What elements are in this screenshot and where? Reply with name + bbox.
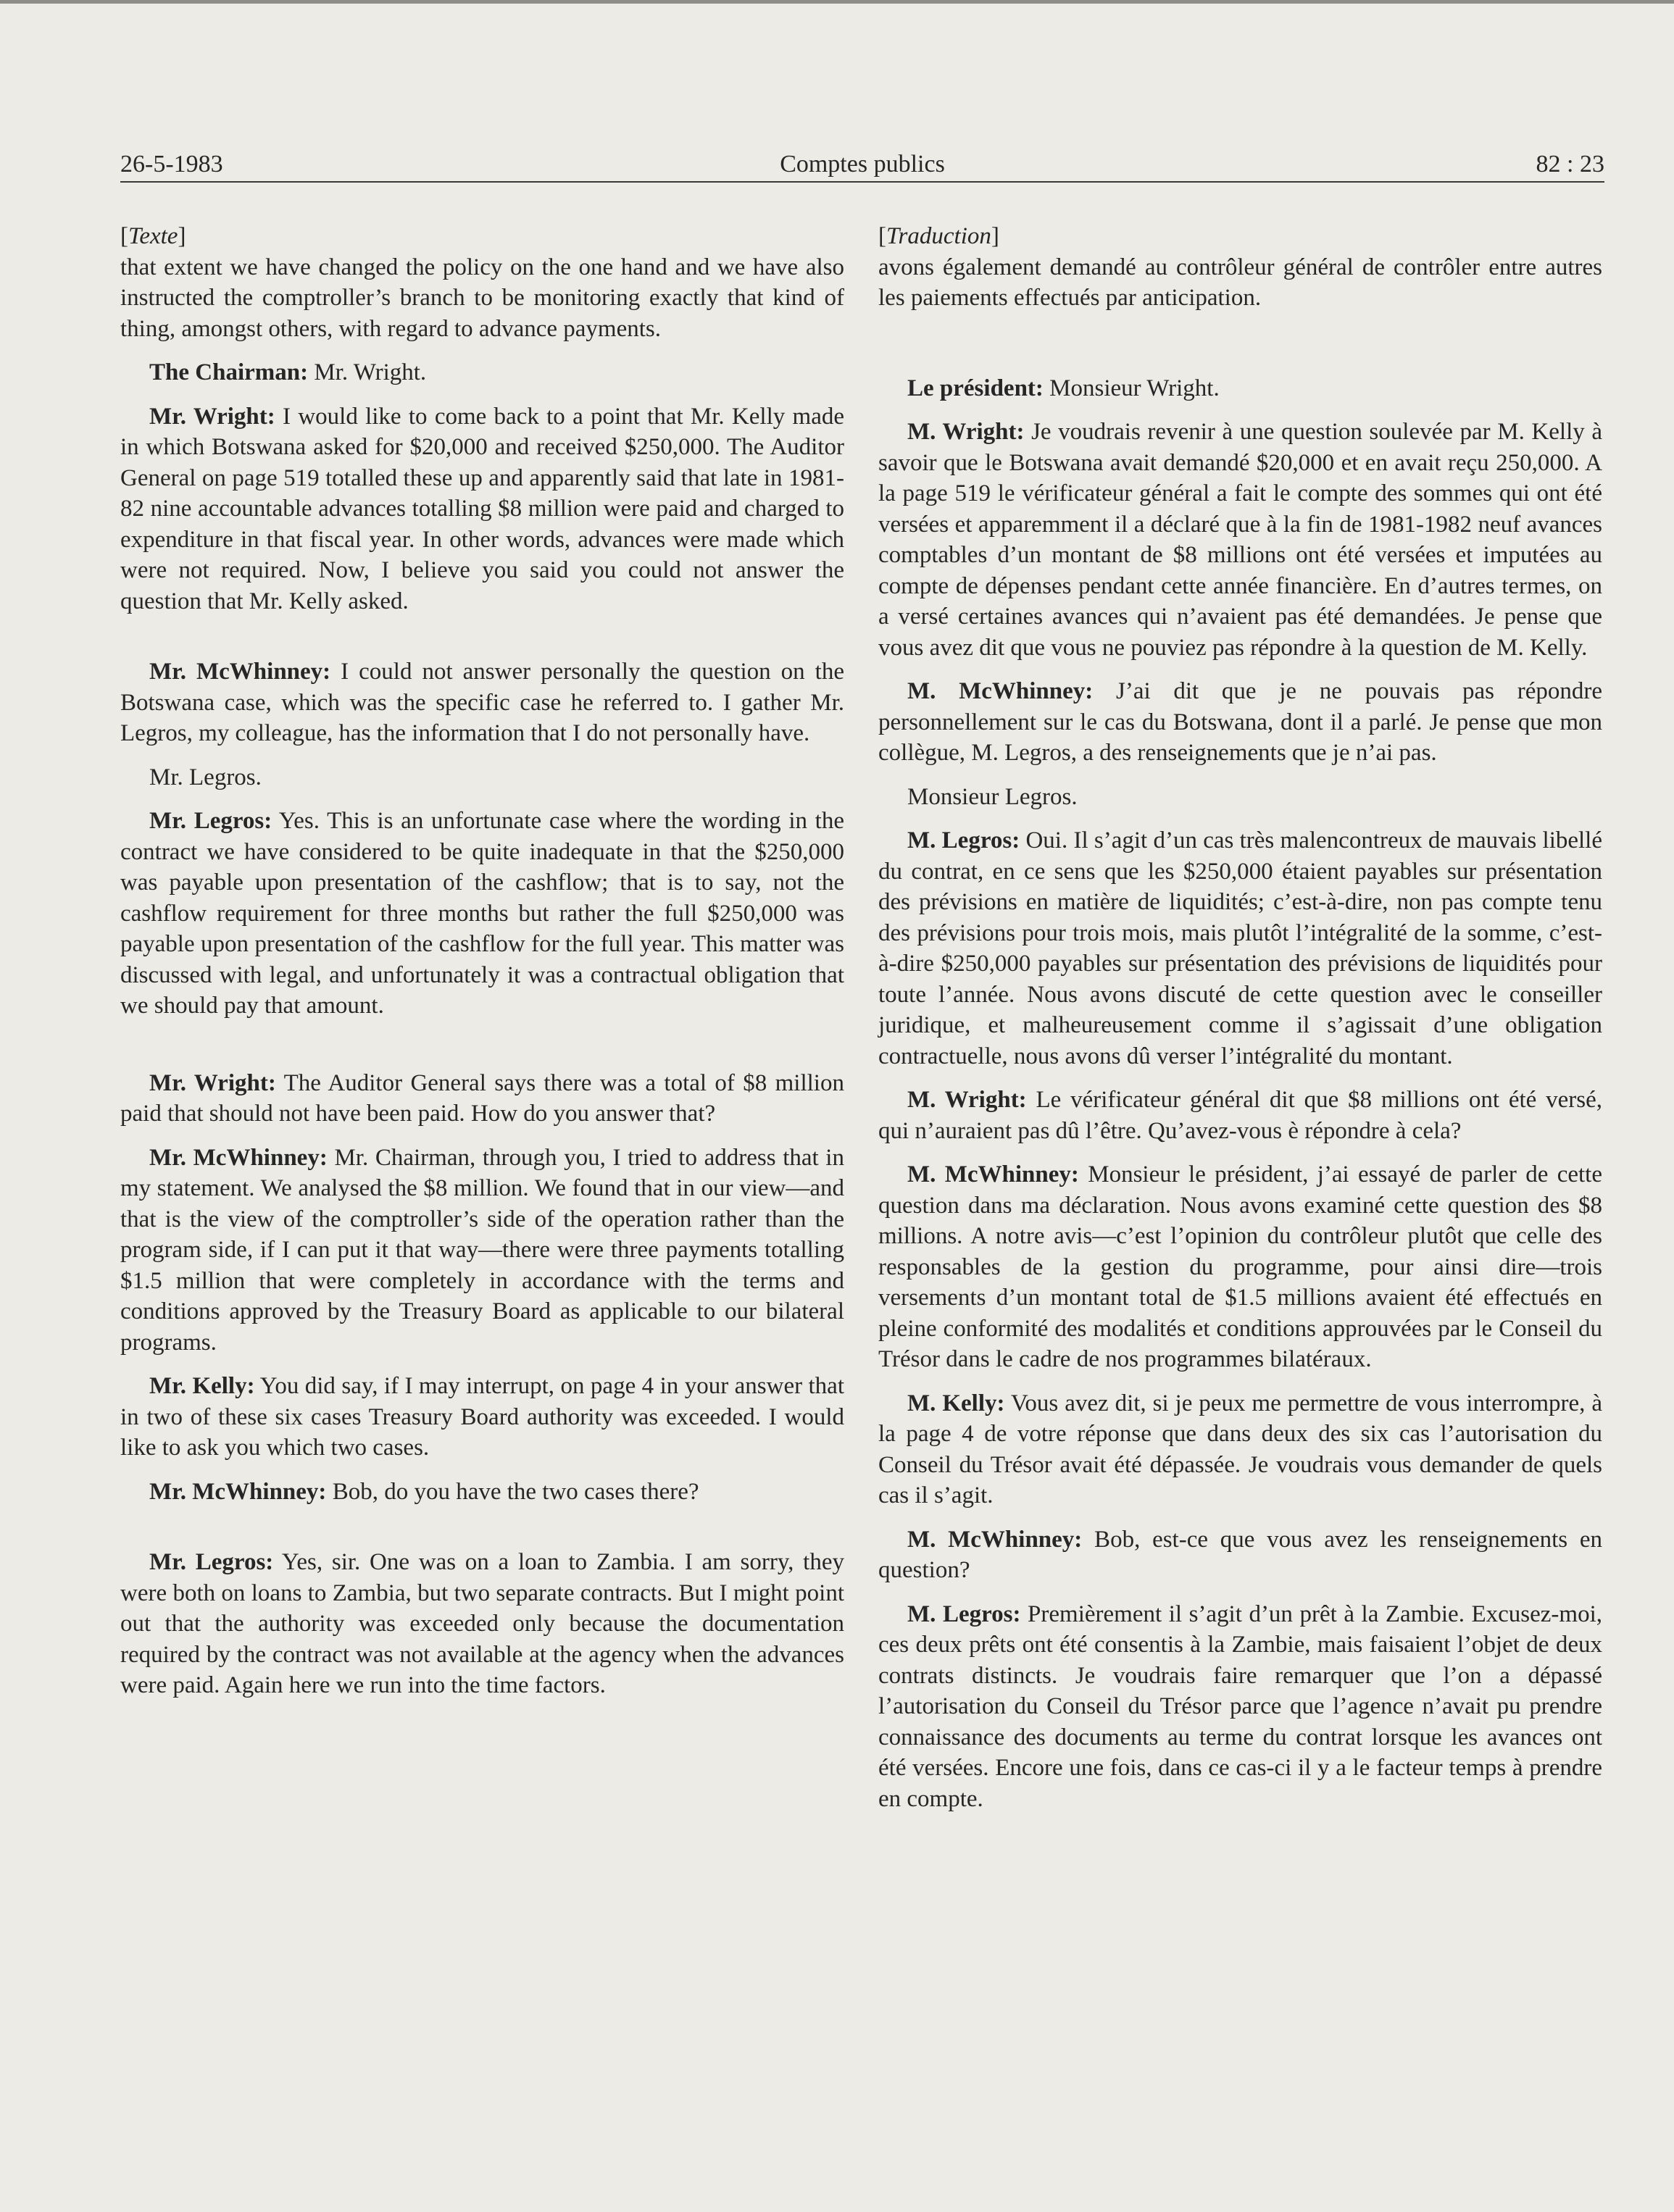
paragraph bbox=[878, 1524, 1602, 1586]
speech-text: Oui. Il s’agit d’un cas très malencontreux de mauvais libellé du contrat, en ce sens que les $250,000 étaient payables sur présentation des prévisions en matière de liquidités; c’est-à-dire, non pas compte tenu des prévisions pour trois mois, mais plutôt l’intégralité de la somme, c’est-à-dire $250,000 payables sur présentation des prévisions de liquidités pour toute l’année. Nous avons discuté de cette question avec le conseiller juridique, et malheureusement comme il s’agissait d’une obligation contractuelle, nous avons dû verser l’intégralité du montant. bbox=[878, 827, 1602, 1069]
language-marker: [Texte] bbox=[120, 223, 186, 249]
paragraph bbox=[878, 1599, 1602, 1815]
speech-text: I would like to come back to a point that Mr. Kelly made in which Botswana asked for $20,000 and received $250,000. The Auditor General on page 519 totalled these up and apparently said that late in 1981-82 nine accountable advances totalling $8 million were paid and charged to expenditure in that fiscal year. In other words, advances were made which were not required. Now, I believe you said you could not answer the question that Mr. Kelly asked. bbox=[120, 403, 844, 614]
speech-text: I could not answer personally the question on the Botswana case, which was the specific case he referred to. I gather Mr. Legros, my colleague, has the information that I do not personally have. bbox=[120, 659, 844, 746]
english-column bbox=[120, 221, 844, 1701]
paragraph bbox=[878, 373, 1602, 404]
speaker-name: Mr. Kelly: bbox=[149, 1373, 255, 1399]
speaker-name: Mr. Wright: bbox=[149, 1069, 276, 1096]
speech-text: Premièrement il s’agit d’un prêt à la Zambie. Excusez-moi, ces deux prêts ont été consentis à la Zambie, mais faisaient l’objet de deux contrats distincts. Je voudrais faire remarquer que l’on a dépassé l’autorisation du Conseil du Trésor parce que l’agence n’avait pu prendre connaissance des documents au terme du contrat lorsque les avances ont été versées. Encore une fois, dans ce cas-ci il y a le facteur temps à prendre en compte. bbox=[878, 1600, 1603, 1812]
speaker-name: Mr. McWhinney: bbox=[149, 659, 331, 685]
paragraph bbox=[120, 401, 844, 617]
speech-text: Mr. Chairman, through you, I tried to address that in my statement. We analysed the $8 million. We found that in our view—and that is the view of the comptroller’s side of the operation rather than the program side, if I can put it that way—there were three payments totalling $1.5 million that were completely in accordance with the terms and conditions approved by the Treasury Board as applicable to our bilateral programs. bbox=[120, 1144, 844, 1356]
paragraph bbox=[120, 1143, 844, 1358]
paragraph bbox=[120, 1371, 844, 1464]
french-column bbox=[878, 221, 1602, 1814]
top-edge-rule bbox=[0, 0, 1674, 4]
paragraph: that extent we have changed the policy on the one hand and we have also instructed the comptroller’s branch to be monitoring exactly that kind of thing, amongst others, with regard to advance payments. bbox=[120, 254, 844, 342]
header-title: Comptes publics bbox=[780, 151, 945, 178]
paragraph: Mr. Legros. bbox=[149, 764, 262, 790]
speech-text: The Auditor General says there was a total of $8 million paid that should not have been paid. How do you answer that? bbox=[120, 1069, 844, 1127]
speech-text: Monsieur le président, j’ai essayé de parler de cette question dans ma déclaration. Nous avons examiné cette question des $8 millions. A notre avis—c’est l’opinion du contrôleur plutôt que celle des responsables de la gestion du programme, pour ainsi dire—trois versements d’un montant total de $1.5 millions avaient été effectués en pleine conformité des modalités et conditions approuvées par le Conseil du Trésor dans le cadre de nos programmes bilatéraux. bbox=[878, 1161, 1602, 1372]
speech-text: Je voudrais revenir à une question soulevée par M. Kelly à savoir que le Botswana avait demandé $20,000 et en avait reçu 250,000. A la page 519 le vérificateur général a fait le compte des sommes qui ont été versées et apparemment il a déclaré que à la fin de 1981-1982 neuf avances comptables d’un montant de $8 millions ont été versées et imputées au compte de dépenses pendant cette année financière. En d’autres termes, on a versé certaines avances qui n’avaient pas été demandées. Je pense que vous avez dit que vous ne pouviez pas répondre à la question de M. Kelly. bbox=[878, 419, 1602, 661]
paragraph bbox=[120, 1547, 844, 1701]
paragraph bbox=[878, 417, 1602, 663]
header-date: 26-5-1983 bbox=[120, 151, 223, 178]
paragraph bbox=[878, 1159, 1602, 1375]
speaker-name: M. Legros: bbox=[907, 1600, 1021, 1627]
speech-text: You did say, if I may interrupt, on page 4 in your answer that in two of these six cases Treasury Board authority was exceeded. I would like to ask you which two cases. bbox=[120, 1373, 844, 1461]
paragraph bbox=[120, 1477, 844, 1508]
speech-text: Yes, sir. One was on a loan to Zambia. I am sorry, they were both on loans to Zambia, but two separate contracts. But I might point out that the authority was exceeded only because the documentation required by the contract was not available at the agency when the advances were paid. Again here we run into the time factors. bbox=[120, 1549, 844, 1698]
paragraph bbox=[878, 1388, 1602, 1511]
speaker-name: Mr. Legros: bbox=[149, 808, 272, 834]
speaker-name: Le président: bbox=[907, 375, 1044, 401]
paragraph bbox=[120, 806, 844, 1022]
speech-text: Monsieur Wright. bbox=[1043, 375, 1220, 401]
speaker-name: M. McWhinney: bbox=[907, 678, 1094, 704]
speech-text: Mr. Wright. bbox=[308, 359, 427, 385]
speaker-name: Mr. Legros: bbox=[149, 1549, 274, 1575]
running-header bbox=[120, 148, 1604, 181]
speech-text: Le vérificateur général dit que $8 millions ont été versé, qui n’auraient pas dû l’être. Qu’avez-vous è répondre à cela? bbox=[878, 1087, 1602, 1144]
speaker-name: M. Wright: bbox=[907, 419, 1025, 445]
paragraph: Monsieur Legros. bbox=[907, 783, 1078, 810]
speaker-name: M. Legros: bbox=[907, 827, 1020, 854]
speech-text: Bob, est-ce que vous avez les renseignements en question? bbox=[878, 1526, 1602, 1583]
speaker-name: The Chairman: bbox=[149, 359, 309, 385]
speaker-name: M. McWhinney: bbox=[907, 1526, 1083, 1553]
paragraph bbox=[120, 1068, 844, 1130]
speech-text: Bob, do you have the two cases there? bbox=[326, 1478, 699, 1505]
speaker-name: Mr. McWhinney: bbox=[149, 1144, 328, 1171]
paragraph bbox=[120, 357, 844, 388]
speaker-name: Mr. Wright: bbox=[149, 403, 275, 430]
header-page-number: 82 : 23 bbox=[1536, 151, 1604, 178]
paragraph bbox=[878, 1085, 1602, 1146]
header-rule bbox=[120, 181, 1604, 183]
speaker-name: M. McWhinney: bbox=[907, 1161, 1079, 1188]
paragraph bbox=[120, 656, 844, 749]
paragraph bbox=[878, 825, 1602, 1072]
speaker-name: M. Wright: bbox=[907, 1087, 1027, 1113]
speaker-name: Mr. McWhinney: bbox=[149, 1478, 327, 1505]
language-marker: [Traduction] bbox=[878, 223, 999, 249]
paragraph bbox=[878, 676, 1602, 769]
paragraph: avons également demandé au contrôleur général de contrôler entre autres les paiements effectués par anticipation. bbox=[878, 254, 1602, 311]
speaker-name: M. Kelly: bbox=[907, 1390, 1005, 1416]
speech-text: Vous avez dit, si je peux me permettre de vous interrompre, à la page 4 de votre réponse que dans deux des six cas l’autorisation du Conseil du Trésor avait été dépassée. Je voudrais vous demander de quels cas il s’agit. bbox=[878, 1390, 1602, 1508]
speech-text: J’ai dit que je ne pouvais pas répondre personnellement sur le cas du Botswana, dont il a parlé. Je pense que mon collègue, M. Legros, a des renseignements que je n’ai pas. bbox=[878, 678, 1603, 766]
speech-text: Yes. This is an unfortunate case where the wording in the contract we have considered to be quite inadequate in that the $250,000 was payable upon presentation of the cashflow; that is to say, not the cashflow requirement for three months but rather the full $250,000 was payable upon presentation of the cashflow for the full year. This matter was discussed with legal, and unfortunately it was a contractual obligation that we should pay that amount. bbox=[120, 808, 844, 1019]
